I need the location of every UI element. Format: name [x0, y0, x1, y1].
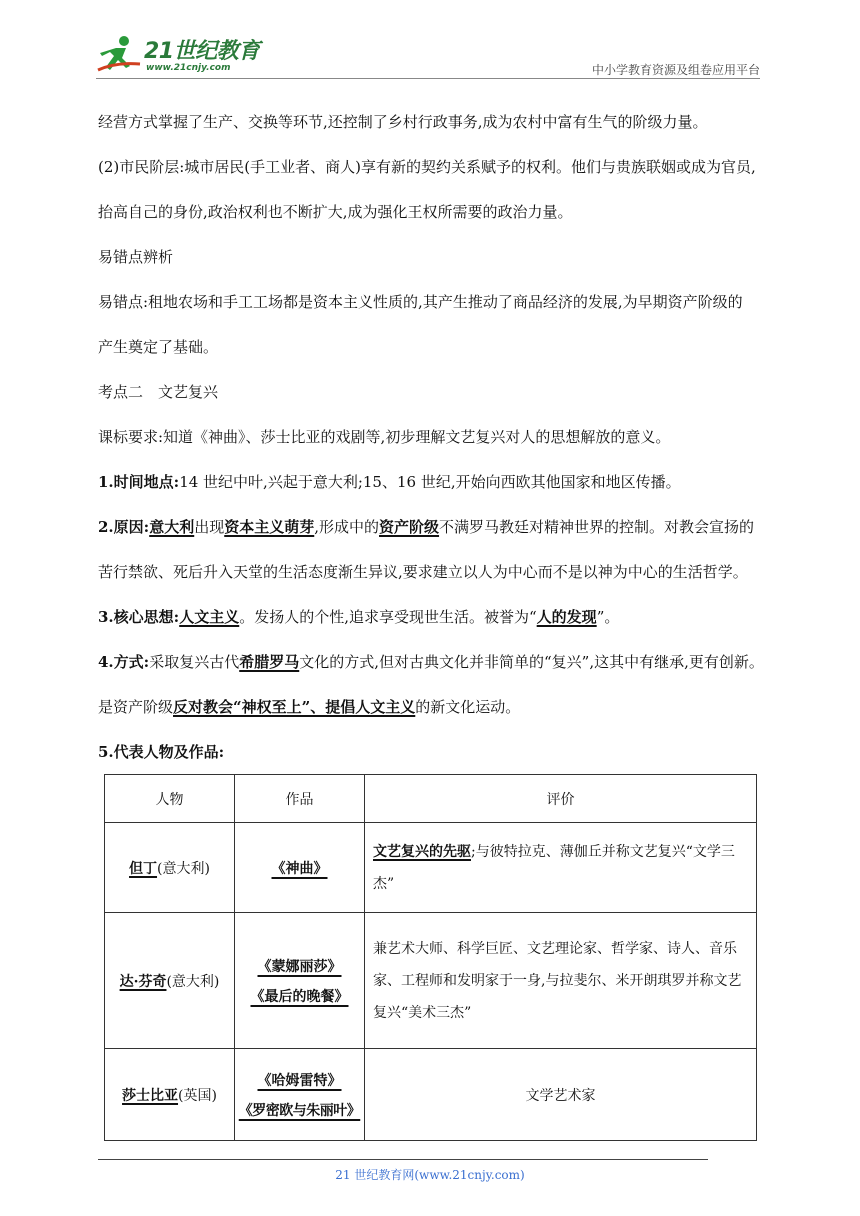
- text: 的新文化运动。: [415, 698, 521, 716]
- section-heading: [98, 247, 768, 267]
- figures-table: [104, 774, 757, 1141]
- point-3: [98, 607, 768, 627]
- text: 文化的方式,但对古典文化并非简单的“复兴”,这其中有继承,更有创新。: [299, 653, 764, 671]
- paragraph: [98, 337, 768, 357]
- person-name: 但丁: [129, 860, 158, 877]
- text: 易错点:租地农场和手工工场都是资本主义性质的,其产生推动了商品经济的发展,为早期资产阶级的: [98, 293, 743, 311]
- person-cell: [105, 823, 235, 913]
- site-logo: [96, 34, 276, 74]
- footer-divider: [98, 1159, 708, 1160]
- text: 课标要求:知道《神曲》、莎士比亚的戏剧等,初步理解文艺复兴对人的思想解放的意义。: [98, 428, 671, 446]
- text: 。发扬人的个性,追求享受现世生活。被誉为“: [239, 608, 537, 626]
- text: 出现: [194, 518, 225, 536]
- person-country: (意大利): [166, 973, 220, 990]
- logo-url: www.21cnjy.com: [146, 63, 231, 73]
- key-term: 人文主义: [179, 608, 240, 626]
- key-term: 资产阶级: [379, 518, 440, 536]
- point-label: 2.原因:: [98, 518, 150, 536]
- point-label: 5.代表人物及作品:: [98, 743, 225, 761]
- table-header-row: [105, 775, 757, 823]
- paragraph: [98, 562, 768, 582]
- text: 是资产阶级: [98, 698, 174, 716]
- key-term: 文艺复兴的先驱: [373, 843, 471, 860]
- key-term: 反对教会“神权至上”、提倡人文主义: [173, 698, 416, 716]
- text: (2)市民阶层:城市居民(手工业者、商人)享有新的契约关系赋予的权利。他们与贵族联姻或成为官员,: [98, 158, 756, 176]
- point-2: [98, 517, 768, 537]
- table-row: [105, 913, 757, 1049]
- column-header: 评价: [365, 775, 757, 823]
- text: 14 世纪中叶,兴起于意大利;15、16 世纪,开始向西欧其他国家和地区传播。: [179, 473, 681, 491]
- column-header: 人物: [105, 775, 235, 823]
- section-heading: [98, 382, 768, 402]
- works-cell: [235, 913, 365, 1049]
- key-term: 资本主义萌芽: [224, 518, 315, 536]
- point-label: 1.时间地点:: [98, 473, 180, 491]
- text: 不满罗马教廷对精神世界的控制。对教会宣扬的: [439, 518, 755, 536]
- table-row: [105, 1049, 757, 1141]
- page-header: [96, 30, 760, 78]
- text: 苦行禁欲、死后升入天堂的生活态度渐生异议,要求建立以人为中心而不是以神为中心的生活哲学。: [98, 563, 748, 581]
- table-row: [105, 823, 757, 913]
- key-term: 意大利: [149, 518, 195, 536]
- key-term: 希腊罗马: [239, 653, 300, 671]
- text: ”。: [596, 608, 620, 626]
- evaluation-cell: [365, 1049, 757, 1141]
- point-label: 3.核心思想:: [98, 608, 180, 626]
- text: 易错点辨析: [98, 248, 174, 266]
- work-title: 《罗密欧与朱丽叶》: [238, 1102, 361, 1119]
- key-term: 人的发现: [536, 608, 597, 626]
- person-name: 莎士比亚: [122, 1087, 179, 1104]
- paragraph: [98, 697, 768, 717]
- point-4: [98, 652, 768, 672]
- work-title: 《哈姆雷特》: [257, 1072, 342, 1089]
- person-cell: [105, 1049, 235, 1141]
- text: 产生奠定了基础。: [98, 338, 219, 356]
- paragraph: [98, 427, 768, 447]
- paragraph: [98, 157, 768, 177]
- person-country: (意大利): [157, 860, 210, 877]
- text: 经营方式掌握了生产、交换等环节,还控制了乡村行政事务,成为农村中富有生气的阶级力量。: [98, 113, 708, 131]
- evaluation-text: ;与彼特拉克、薄伽丘并称文艺复兴“文学三杰”: [373, 843, 735, 892]
- paragraph: [98, 292, 768, 312]
- evaluation-cell: [365, 823, 757, 913]
- header-divider: [96, 78, 760, 79]
- text: 抬高自己的身份,政治权利也不断扩大,成为强化王权所需要的政治力量。: [98, 203, 573, 221]
- header-platform-text: 中小学教育资源及组卷应用平台: [591, 63, 760, 77]
- person-cell: [105, 913, 235, 1049]
- column-header: 作品: [235, 775, 365, 823]
- paragraph: [98, 202, 768, 222]
- point-5: [98, 742, 768, 762]
- person-name: 达·芬奇: [119, 973, 167, 990]
- text: ,形成中的: [314, 518, 380, 536]
- point-1: [98, 472, 768, 492]
- evaluation-cell: [365, 913, 757, 1049]
- works-cell: [235, 823, 365, 913]
- work-title: 《蒙娜丽莎》: [257, 958, 342, 975]
- work-title: 《神曲》: [271, 860, 328, 877]
- person-country: (英国): [178, 1087, 217, 1104]
- works-cell: [235, 1049, 365, 1141]
- footer-text[interactable]: 21 世纪教育网(www.21cnjy.com): [335, 1168, 525, 1182]
- evaluation-text: 文学艺术家: [525, 1087, 596, 1104]
- point-label: 4.方式:: [98, 653, 150, 671]
- paragraph: [98, 112, 768, 132]
- text: 考点二 文艺复兴: [98, 383, 219, 401]
- text: 采取复兴古代: [149, 653, 240, 671]
- runner-logo-icon: [96, 34, 142, 74]
- work-title: 《最后的晚餐》: [250, 988, 349, 1005]
- logo-text: 21世纪教育: [144, 39, 260, 64]
- evaluation-text: 兼艺术大师、科学巨匠、文艺理论家、哲学家、诗人、音乐家、工程师和发明家于一身,与拉斐尔、米开朗琪罗并称文艺复兴“美术三杰”: [373, 940, 742, 1021]
